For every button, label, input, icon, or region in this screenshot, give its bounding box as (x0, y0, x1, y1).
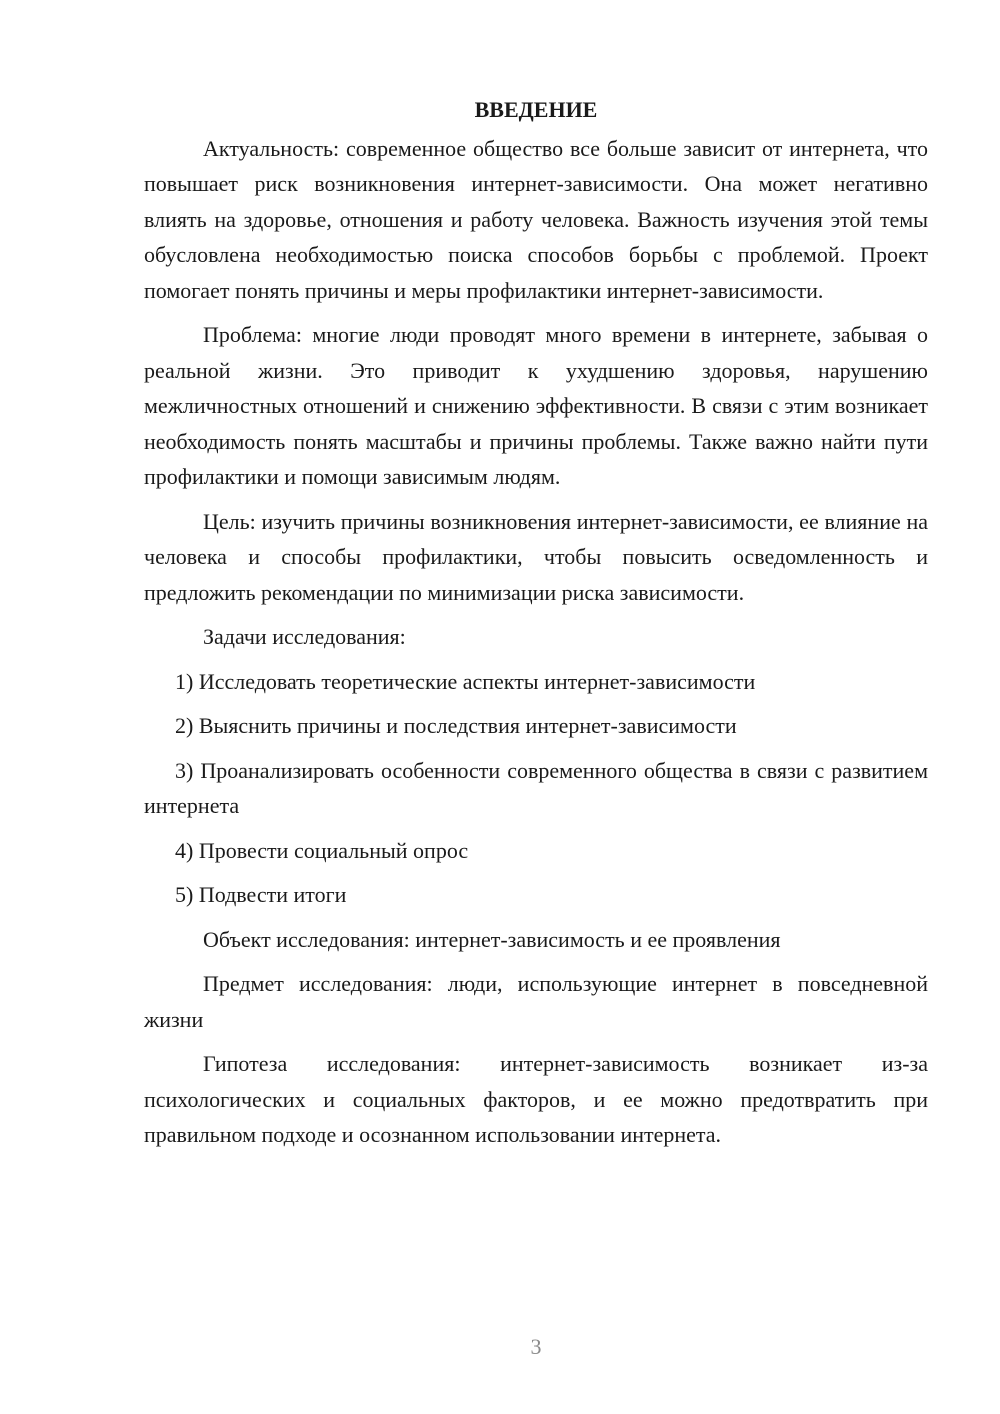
page-number: 3 (530, 1334, 542, 1359)
paragraph-object: Объект исследования: интернет-зависимость и ее проявления (203, 926, 781, 952)
task-item-1: 1) Исследовать теоретические аспекты интернет-зависимости (175, 668, 756, 694)
section-heading: ВВЕДЕНИЕ (474, 97, 598, 122)
task-item-4: 4) Провести социальный опрос (175, 837, 469, 863)
page-content (144, 92, 928, 1153)
task-item-2: 2) Выяснить причины и последствия интернет-зависимости (175, 713, 737, 738)
task-item-3: 3) Проанализировать особенности современного общества в связи с развитием интернета (144, 757, 928, 818)
paragraph-tasks-heading: Задачи исследования: (203, 624, 406, 649)
paragraph-hypothesis: Гипотеза исследования: интернет-зависимость возникает из-за психологических и социальных факторов, и ее можно предотвратить при правильном подходе и осознанном использовании интернета. (144, 1051, 928, 1147)
paragraph-goal: Цель: изучить причины возникновения интернет-зависимости, ее влияние на человека и способы профилактики, чтобы повысить осведомленность и предложить рекомендации по минимизации риска зависимости. (144, 508, 928, 605)
paragraph-relevance: Актуальность: современное общество все больше зависит от интернета, что повышает риск возникновения интернет-зависимости. Она может негативно влиять на здоровье, отношения и работу человека. Важность изучения этой темы обусловлена необходимостью поиска способов борьбы с проблемой. Проект помогает понять причины и меры профилактики интернет-зависимости. (144, 135, 928, 303)
paragraph-problem: Проблема: многие люди проводят много времени в интернете, забывая о реальной жизни. Это приводит к ухудшению здоровья, нарушению межличностных отношений и снижению эффективности. В связи с этим возникает необходимость понять масштабы и причины проблемы. Также важно найти пути профилактики и помощи зависимым людям. (144, 322, 928, 489)
task-item-5: 5) Подвести итоги (175, 882, 347, 907)
paragraph-subject: Предмет исследования: люди, использующие интернет в повседневной жизни (144, 971, 928, 1032)
